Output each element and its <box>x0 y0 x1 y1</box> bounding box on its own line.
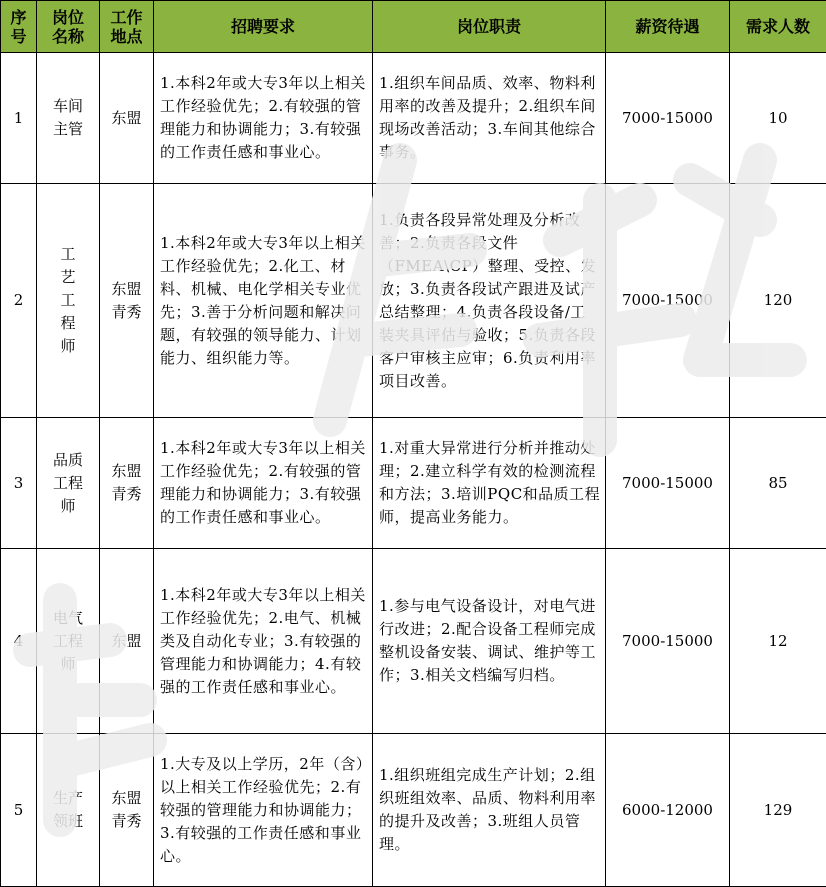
cell-headcount: 129 <box>730 734 826 887</box>
cell-requirements: 1.大专及以上学历，2年（含）以上相关工作经验优先；2.有较强的管理能力和协调能力；3.有较强的工作责任感和事业心。 <box>154 734 373 887</box>
table-row <box>1 53 826 184</box>
cell-position: 电气工程师 <box>37 549 100 734</box>
cell-headcount: 10 <box>730 53 826 184</box>
cell-seq: 1 <box>1 53 37 184</box>
header-position: 岗位名称 <box>37 1 100 53</box>
cell-duties: 1.对重大异常进行分析并推动处理；2.建立科学有效的检测流程和方法；3.培训PQC和品质工程师，提高业务能力。 <box>373 418 606 549</box>
cell-duties: 1.参与电气设备设计，对电气进行改进；2.配合设备工程师完成整机设备安装、调试、维护等工作；3.相关文档编写归档。 <box>373 549 606 734</box>
header-location: 工作地点 <box>100 1 154 53</box>
cell-location: 东盟 <box>100 53 154 184</box>
cell-salary: 7000-15000 <box>606 549 730 734</box>
cell-salary: 7000-15000 <box>606 418 730 549</box>
cell-location: 东盟 <box>100 549 154 734</box>
cell-location: 东盟青秀 <box>100 734 154 887</box>
cell-location: 东盟青秀 <box>100 418 154 549</box>
cell-position: 车间主管 <box>37 53 100 184</box>
cell-seq: 5 <box>1 734 37 887</box>
cell-seq: 2 <box>1 184 37 418</box>
header-seq: 序号 <box>1 1 37 53</box>
cell-headcount: 85 <box>730 418 826 549</box>
cell-headcount: 12 <box>730 549 826 734</box>
cell-duties: 1.负责各段异常处理及分析改善；2.负责各段文件（FMEA\CP）整理、受控、发放；3.负责各段试产跟进及试产总结整理；4.负责各段设备/工装夹具评估与验收；5.负责各段客户审核主应审；6.负责利用率项目改善。 <box>373 184 606 418</box>
header-headcount: 需求人数 <box>730 1 826 53</box>
cell-headcount: 120 <box>730 184 826 418</box>
cell-seq: 4 <box>1 549 37 734</box>
header-salary: 薪资待遇 <box>606 1 730 53</box>
cell-location: 东盟青秀 <box>100 184 154 418</box>
cell-requirements: 1.本科2年或大专3年以上相关工作经验优先；2.电气、机械类及自动化专业；3.有较强的管理能力和协调能力；4.有较强的工作责任感和事业心。 <box>154 549 373 734</box>
header-row <box>1 1 826 53</box>
cell-salary: 6000-12000 <box>606 734 730 887</box>
cell-requirements: 1.本科2年或大专3年以上相关工作经验优先；2.化工、材料、机械、电化学相关专业优先；3.善于分析问题和解决问题，有较强的领导能力、计划能力、组织能力等。 <box>154 184 373 418</box>
cell-requirements: 1.本科2年或大专3年以上相关工作经验优先；2.有较强的管理能力和协调能力；3.有较强的工作责任感和事业心。 <box>154 53 373 184</box>
cell-seq: 3 <box>1 418 37 549</box>
cell-salary: 7000-15000 <box>606 184 730 418</box>
table-row <box>1 549 826 734</box>
cell-requirements: 1.本科2年或大专3年以上相关工作经验优先；2.有较强的管理能力和协调能力；3.有较强的工作责任感和事业心。 <box>154 418 373 549</box>
table-row <box>1 184 826 418</box>
cell-duties: 1.组织班组完成生产计划；2.组织班组效率、品质、物料利用率的提升及改善；3.班组人员管理。 <box>373 734 606 887</box>
cell-position: 品质工程师 <box>37 418 100 549</box>
cell-position: 工艺工程师 <box>37 184 100 418</box>
header-requirements: 招聘要求 <box>154 1 373 53</box>
cell-duties: 1.组织车间品质、效率、物料利用率的改善及提升；2.组织车间现场改善活动；3.车间其他综合事务。 <box>373 53 606 184</box>
cell-position: 生产领班 <box>37 734 100 887</box>
header-duties: 岗位职责 <box>373 1 606 53</box>
table-row <box>1 418 826 549</box>
table-row <box>1 734 826 887</box>
cell-salary: 7000-15000 <box>606 53 730 184</box>
